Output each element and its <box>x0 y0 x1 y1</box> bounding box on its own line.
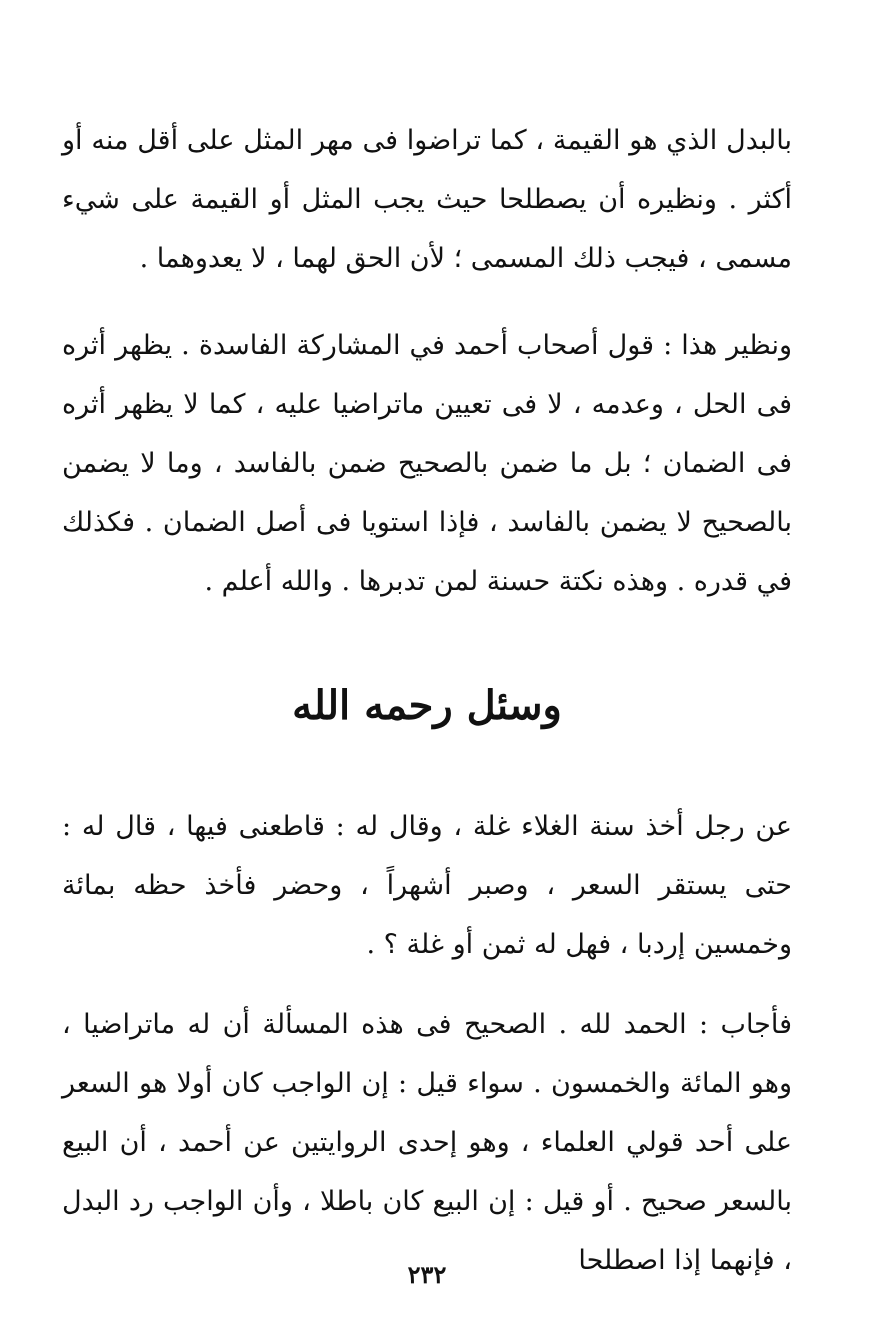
section-heading: وسئل رحمه الله <box>292 682 562 729</box>
paragraph-2: ونظير هذا : قول أصحاب أحمد في المشاركة الفاسدة . يظهر أثره فى الحل ، وعدمه ، لا فى تعيين ماتراضيا عليه ، كما لا يظهر أثره فى الضمان ؛ بل ما ضمن بالصحيح ضمن بالفاسد ، وما لا يضمن بالصحيح لا يضمن بالفاسد ، فإذا استويا فى أصل الضمان . فكذلك في قدره . وهذه نكتة حسنة لمن تدبرها . والله أعلم . <box>62 330 792 597</box>
paragraph-1: بالبدل الذي هو القيمة ، كما تراضوا فى مهر المثل على أقل منه أو أكثر . ونظيره أن يصطلحا حيث يجب المثل أو القيمة على شيء مسمى ، فيجب ذلك المسمى ؛ لأن الحق لهما ، لا يعدوهما . <box>62 125 792 274</box>
page-number: ٢٣٢ <box>407 1260 447 1289</box>
document-page <box>62 0 792 1327</box>
paragraph-4: فأجاب : الحمد لله . الصحيح فى هذه المسألة أن له ماتراضيا ، وهو المائة والخمسون . سواء قيل : إن الواجب كان أولا هو السعر على أحد قولي العلماء ، وهو إحدى الروايتين عن أحمد ، أن البيع بالسعر صحيح . أو قيل : إن البيع كان باطلا ، وأن الواجب رد البدل ، فإنهما إذا اصطلحا <box>62 1009 792 1276</box>
paragraph-3: عن رجل أخذ سنة الغلاء غلة ، وقال له : قاطعنى فيها ، قال له : حتى يستقر السعر ، وصبر أشهراً ، وحضر فأخذ حظه بمائة وخمسين إردبا ، فهل له ثمن أو غلة ؟ . <box>62 811 792 960</box>
